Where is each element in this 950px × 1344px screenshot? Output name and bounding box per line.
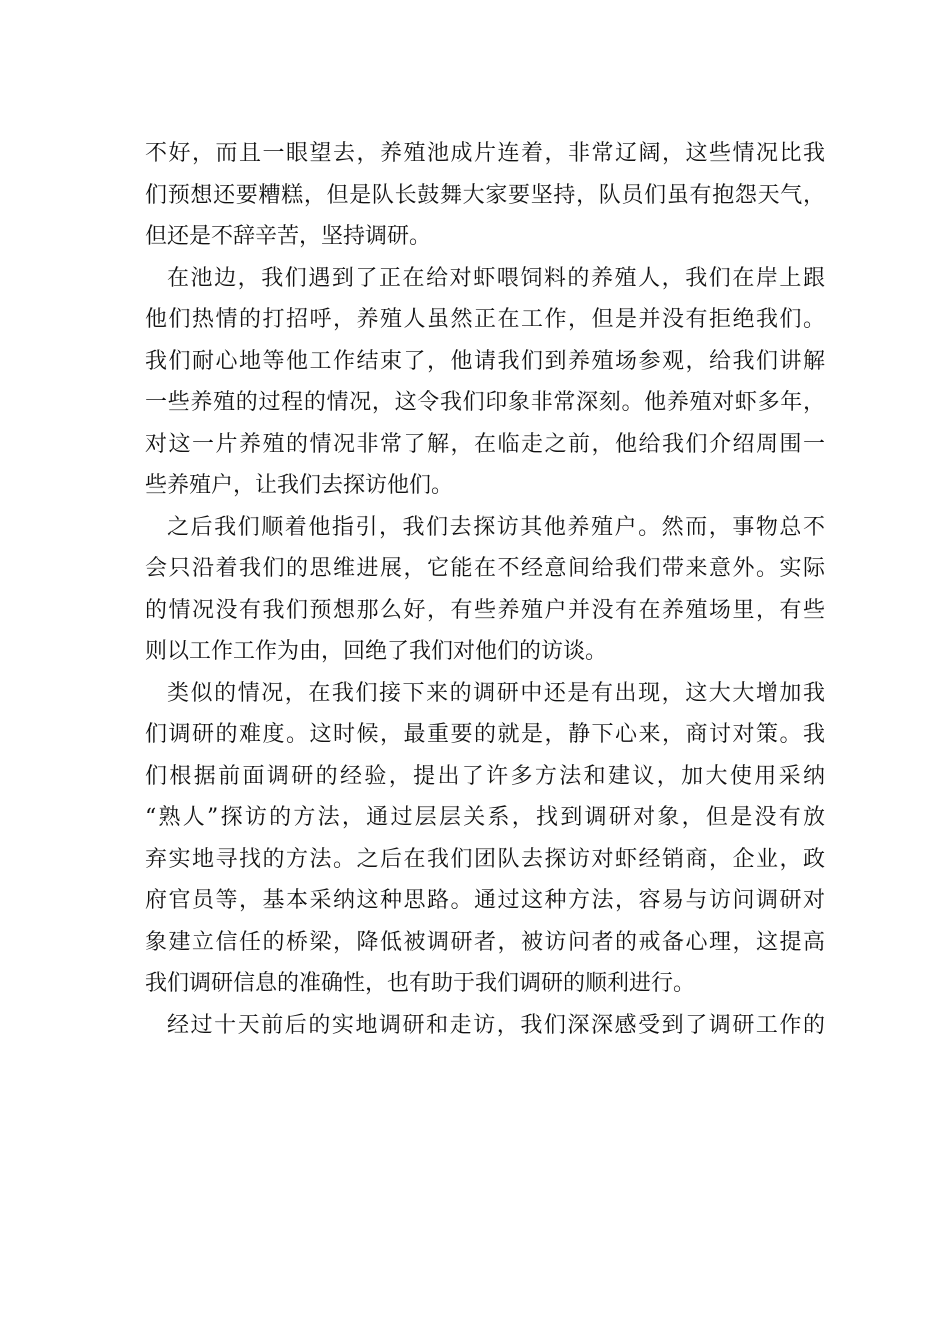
text-line: 在池边，我们遇到了正在给对虾喂饲料的养殖人，我们在岸上跟 xyxy=(167,265,825,291)
text-line: 会只沿着我们的思维进展，它能在不经意间给我们带来意外。实际 xyxy=(145,556,825,581)
text-line: 我们耐心地等他工作结束了，他请我们到养殖场参观，给我们讲解 xyxy=(145,348,825,374)
text-line: 的情况没有我们预想那么好，有些养殖户并没有在养殖场里，有些 xyxy=(145,597,825,623)
text-line: 象建立信任的桥梁，降低被调研者，被访问者的戒备心理，这提高 xyxy=(145,929,825,955)
text-line: 类似的情况，在我们接下来的调研中还是有出现，这大大增加我 xyxy=(167,680,825,706)
text-line: 我们调研信息的准确性，也有助于我们调研的顺利进行。 xyxy=(145,971,696,996)
text-line: 则以工作工作为由，回绝了我们对他们的访谈。 xyxy=(145,639,608,664)
text-line: 府官员等，基本采纳这种思路。通过这种方法，容易与访问调研对 xyxy=(145,888,825,913)
text-line: 不好，而且一眼望去，养殖池成片连着，非常辽阔，这些情况比我 xyxy=(145,141,825,166)
text-line: 对这一片养殖的情况非常了解，在临走之前，他给我们介绍周围一 xyxy=(145,431,825,457)
paragraph-2 xyxy=(145,258,825,507)
text-line: “熟人”探访的方法，通过层层关系，找到调研对象，但是没有放 xyxy=(145,805,825,830)
text-line: 们根据前面调研的经验，提出了许多方法和建议，加大使用采纳 xyxy=(145,763,825,789)
text-line: 他们热情的打招呼，养殖人虽然正在工作，但是并没有拒绝我们。 xyxy=(145,307,825,332)
paragraph-4 xyxy=(145,673,825,1005)
text-line: 之后我们顺着他指引，我们去探访其他养殖户。然而，事物总不 xyxy=(167,514,825,540)
text-line: 们调研的难度。这时候，最重要的就是，静下心来，商讨对策。我 xyxy=(145,722,825,747)
text-line: 经过十天前后的实地调研和走访，我们深深感受到了调研工作的 xyxy=(167,1012,825,1038)
paragraph-5 xyxy=(145,1005,825,1047)
text-line: 些养殖户，让我们去探访他们。 xyxy=(145,473,454,498)
text-line: 但还是不辞辛苦，坚持调研。 xyxy=(145,224,432,249)
text-line: 们预想还要糟糕，但是队长鼓舞大家要坚持，队员们虽有抱怨天气， xyxy=(145,182,825,208)
paragraph-1 xyxy=(145,133,825,258)
text-line: 一些养殖的过程的情况，这令我们印象非常深刻。他养殖对虾多年， xyxy=(145,390,825,415)
paragraph-3 xyxy=(145,507,825,673)
document-body xyxy=(145,133,825,1046)
text-line: 弃实地寻找的方法。之后在我们团队去探访对虾经销商，企业，政 xyxy=(145,846,825,872)
